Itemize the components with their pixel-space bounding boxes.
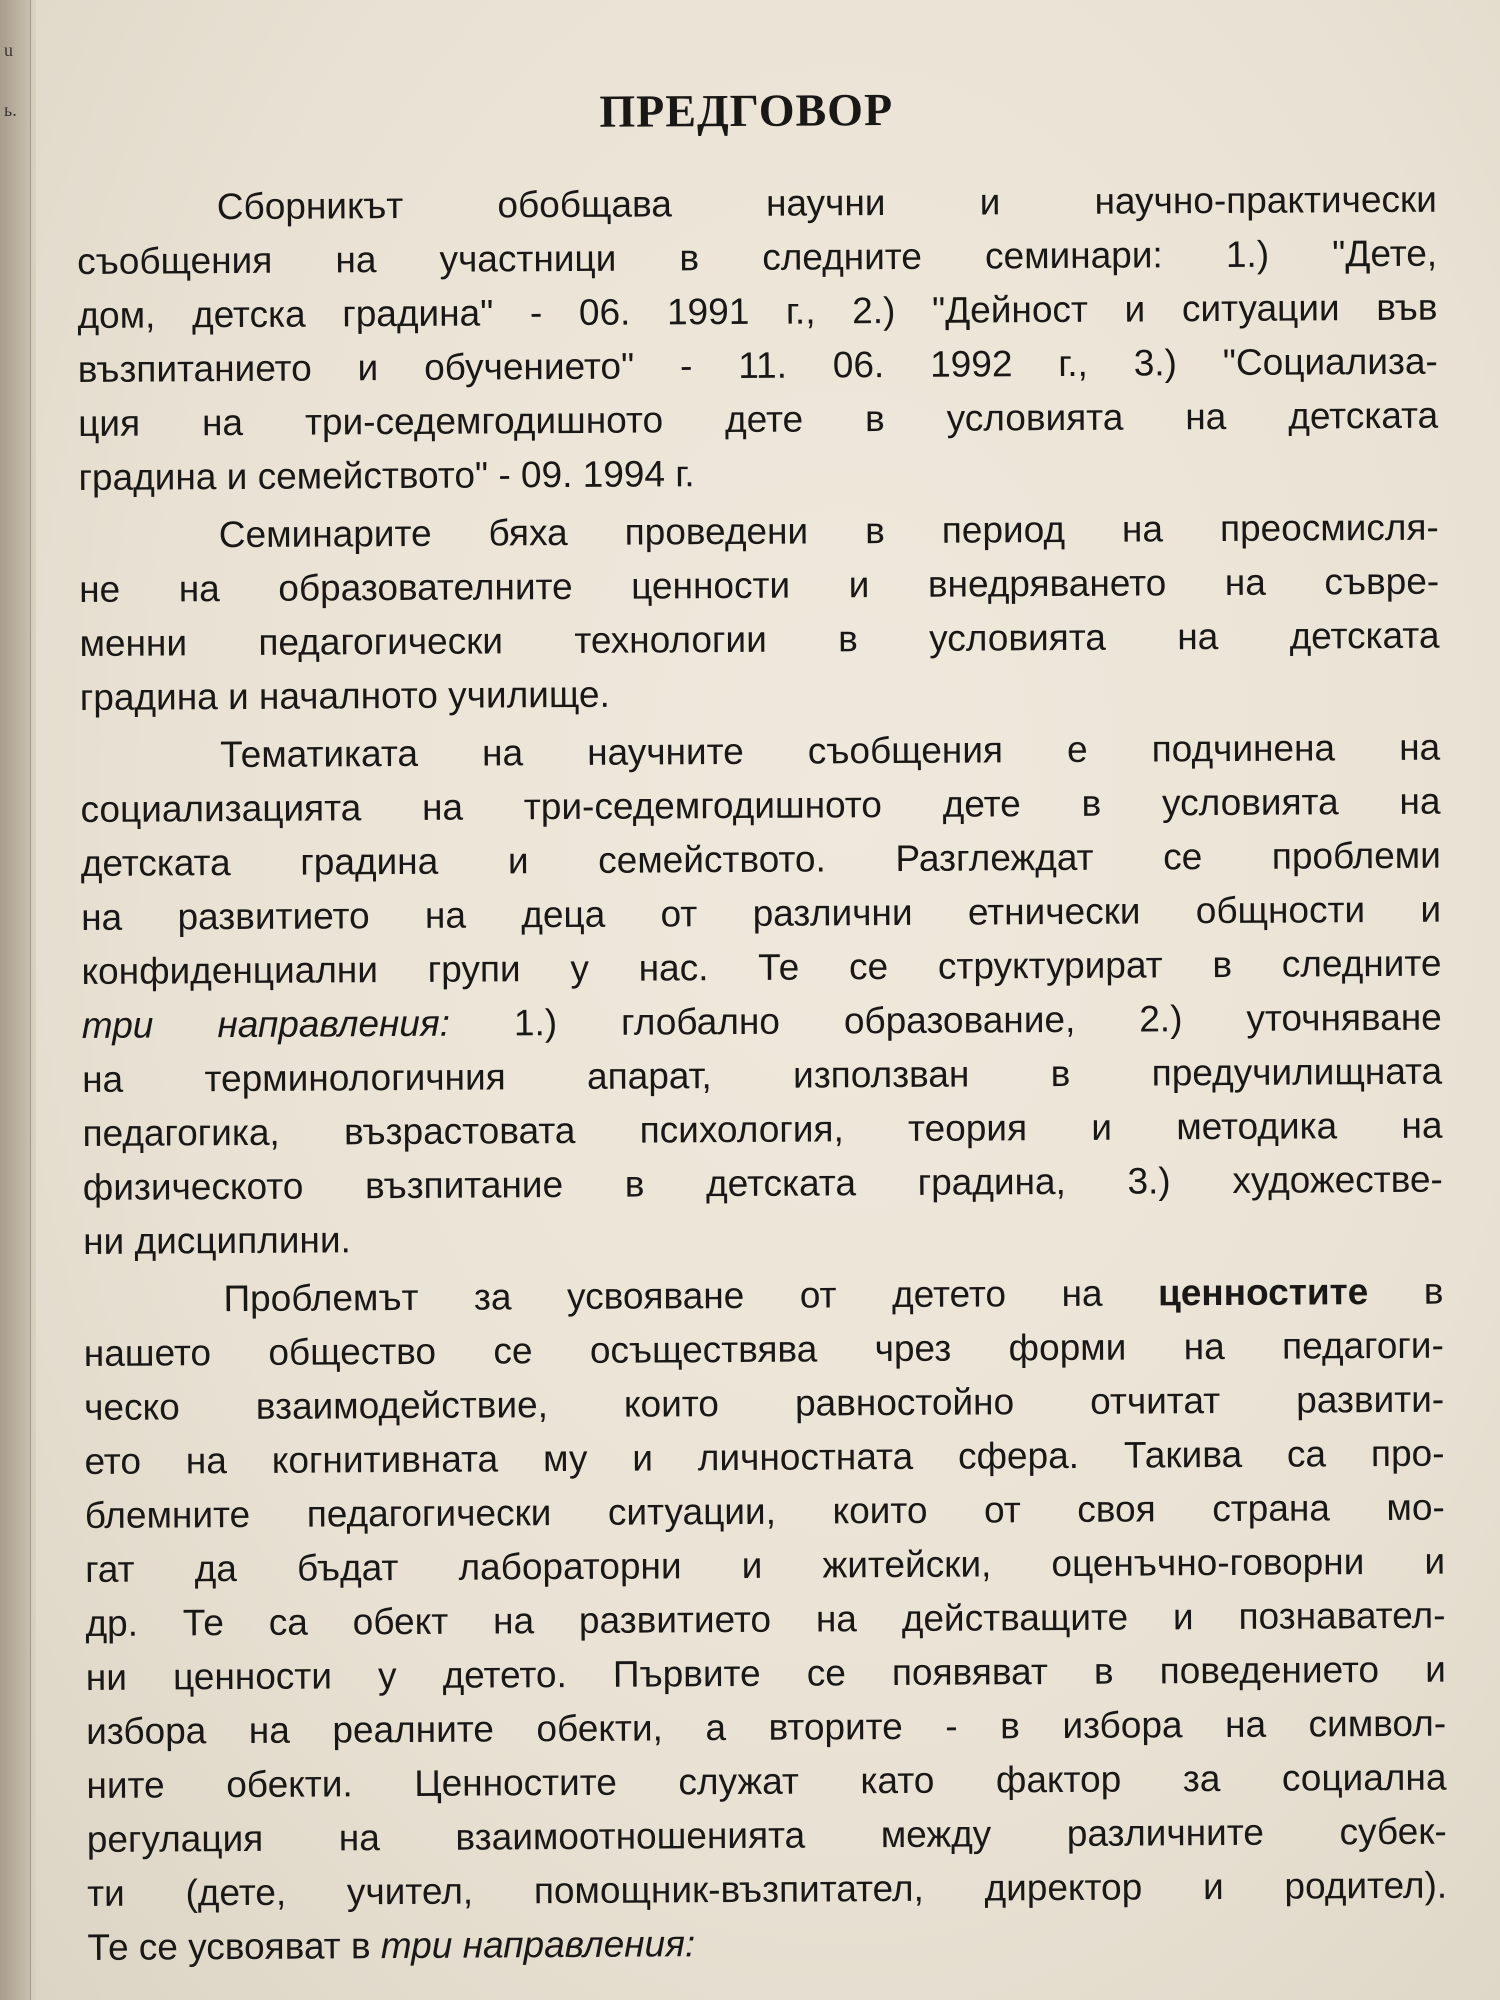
text-line: [82, 991, 1442, 1053]
text-run: в: [1368, 1270, 1444, 1313]
text-line: нашето общество се осъществява чрез форми на педагоги-: [83, 1324, 1444, 1374]
text-line: избора на реалните обекти, а вторите - в избора на символ-: [86, 1702, 1447, 1752]
text-line: градина и семейството" - 09. 1994 г.: [78, 453, 695, 498]
text-line: на терминологичния апарат, използван в предучилищната: [82, 1050, 1443, 1100]
text-line: Сборникът обобщава научни и научно-практически: [216, 178, 1437, 228]
paragraph: [83, 1265, 1447, 1975]
text-line: ция на три-седемгодишното дете в условията на детската: [78, 394, 1439, 444]
text-line: дом, детска градина" - 06. 1991 г., 2.) "Дейност и ситуации във: [77, 286, 1438, 336]
text-run: Проблемът за усвояване от детето на: [223, 1272, 1159, 1320]
text-line: гат да бъдат лабораторни и житейски, оценъчно-говорни и: [85, 1540, 1446, 1590]
text-block: [76, 62, 1448, 1979]
book-page: [36, 0, 1500, 2000]
text-line: на развитието на деца от различни етнически общности и: [81, 888, 1442, 938]
text-line: социализацията на три-седемгодишното дете в условията на: [80, 780, 1441, 830]
previous-page-edge: [0, 0, 31, 2000]
paragraph: [77, 173, 1439, 505]
margin-glyph: u: [4, 40, 13, 60]
italic-phrase: три направления:: [380, 1923, 696, 1967]
text-line: ни дисциплини.: [83, 1219, 351, 1262]
text-line: регулация на взаимоотношенията между различните субек-: [86, 1810, 1447, 1860]
text-run: Те се усвояват в: [87, 1925, 381, 1968]
margin-glyph: ь.: [4, 100, 17, 120]
text-line: не на образователните ценности и внедряването на съвре-: [79, 560, 1440, 610]
text-line: детската градина и семейството. Разглеждат се проблеми: [80, 834, 1441, 884]
text-line: ето на когнитивната му и личностната сфера. Такива са про-: [84, 1432, 1445, 1482]
text-line: блемните педагогически ситуации, които от своя страна мо-: [84, 1486, 1445, 1536]
text-line: менни педагогически технологии в условията на детската: [79, 614, 1440, 664]
text-run: 1.) глобално образование, 2.) уточняване: [449, 996, 1442, 1044]
text-line: [87, 1913, 1447, 1975]
text-line: [83, 1265, 1443, 1327]
text-line: Тематиката на научните съобщения е подчинена на: [220, 726, 1441, 776]
text-line: педагогика, възрастовата психология, теория и методика на: [82, 1104, 1443, 1154]
text-line: др. Те са обект на развитието на действащите и познавател-: [85, 1594, 1446, 1644]
italic-phrase: три направления:: [81, 1002, 451, 1046]
page-title: ПРЕДГОВОР: [599, 84, 894, 137]
text-line: Семинарите бяха проведени в период на преосмисля-: [218, 506, 1439, 556]
text-line: физическото възпитание в детската градина, 3.) художестве-: [82, 1158, 1443, 1208]
text-line: ческо взаимодействие, които равностойно отчитат развити-: [84, 1378, 1445, 1428]
text-line: ни ценности у детето. Първите се появяват в поведението и: [85, 1648, 1446, 1698]
text-line: градина и началното училище.: [79, 673, 610, 718]
text-line: ните обекти. Ценностите служат като фактор за социална: [86, 1756, 1447, 1806]
bold-term: ценностите: [1157, 1271, 1369, 1314]
text-line: възпитанието и обучението" - 11. 06. 1992 г., 3.) "Социализа-: [77, 340, 1438, 390]
text-line: конфиденциални групи у нас. Те се структурират в следните: [81, 942, 1442, 992]
text-line: ти (дете, учител, помощник-възпитател, директор и родител).: [87, 1864, 1448, 1914]
text-line: съобщения на участници в следните семинари: 1.) "Дете,: [77, 232, 1438, 282]
paragraph: [79, 501, 1440, 725]
paragraph: [80, 721, 1443, 1269]
